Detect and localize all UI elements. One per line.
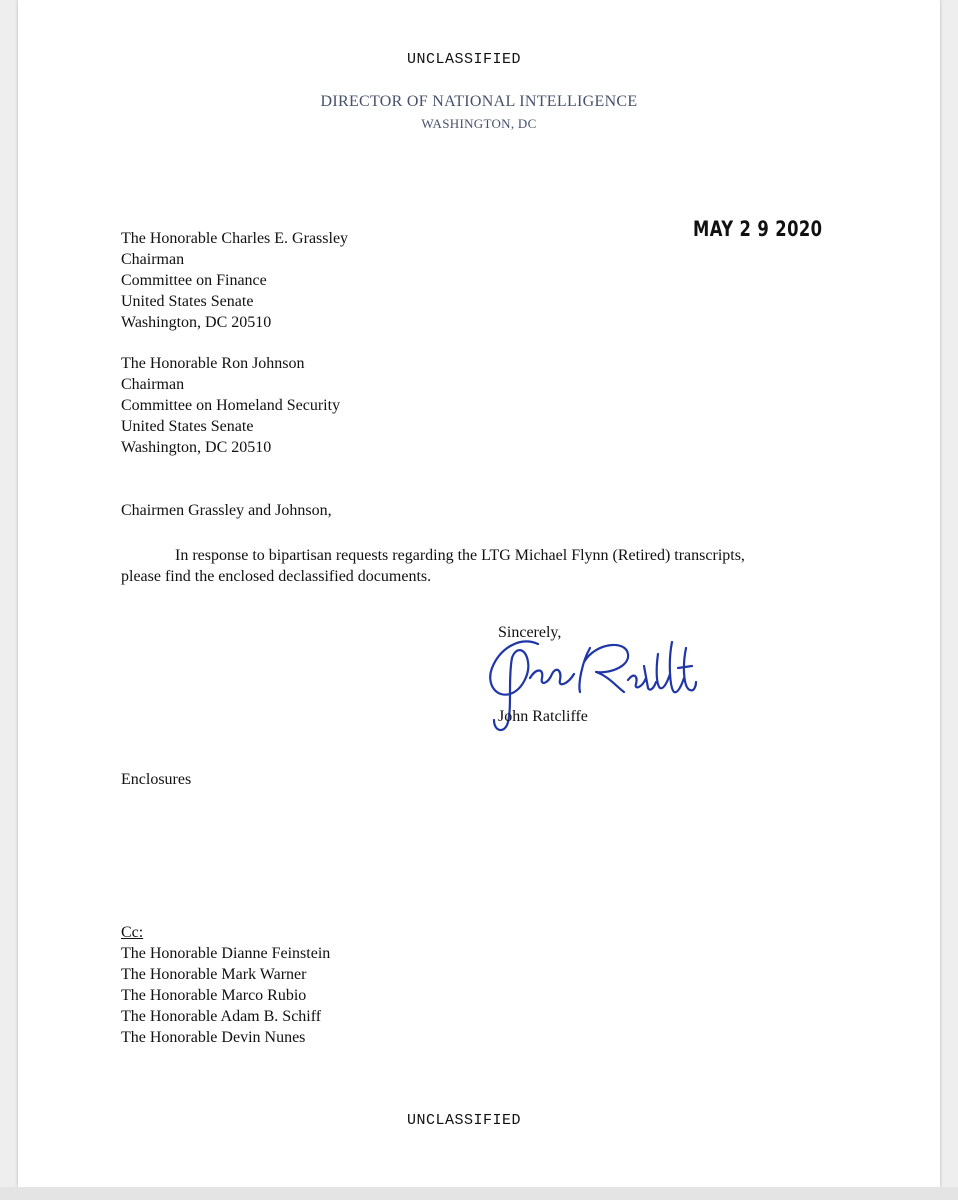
address-line: The Honorable Charles E. Grassley [121, 230, 349, 247]
cc-name: The Honorable Adam B. Schiff [121, 1008, 322, 1025]
cc-label: Cc: [121, 924, 144, 941]
recipient-address-1 [121, 228, 348, 333]
classification-bottom: UNCLASSIFIED [407, 1112, 522, 1129]
address-line: United States Senate [121, 418, 254, 435]
enclosures-label: Enclosures [121, 771, 192, 788]
address-line: Committee on Finance [121, 272, 267, 289]
page-edge-strip [0, 1187, 958, 1200]
address-line: Washington, DC 20510 [121, 439, 272, 456]
classification-top: UNCLASSIFIED [407, 51, 522, 68]
letter-page [18, 0, 940, 1187]
body-line-1: In response to bipartisan requests regarding the LTG Michael Flynn (Retired) transcripts, [175, 547, 745, 564]
address-line: Washington, DC 20510 [121, 314, 272, 331]
agency-location: WASHINGTON, DC [421, 116, 537, 131]
signer-name: John Ratcliffe [498, 708, 588, 725]
valediction: Sincerely, [498, 624, 562, 641]
cc-name: The Honorable Mark Warner [121, 966, 307, 983]
letter-body [121, 545, 745, 587]
recipient-address-2 [121, 353, 340, 458]
address-line: United States Senate [121, 293, 254, 310]
salutation: Chairmen Grassley and Johnson, [121, 502, 332, 519]
cc-name: The Honorable Marco Rubio [121, 987, 307, 1004]
cc-name: The Honorable Dianne Feinstein [121, 945, 331, 962]
address-line: The Honorable Ron Johnson [121, 355, 305, 372]
cc-name: The Honorable Devin Nunes [121, 1029, 306, 1046]
address-line: Chairman [121, 376, 185, 393]
body-line-2: please find the enclosed declassified documents. [121, 568, 432, 585]
agency-title: DIRECTOR OF NATIONAL INTELLIGENCE [320, 93, 638, 110]
address-line: Chairman [121, 251, 185, 268]
address-line: Committee on Homeland Security [121, 397, 341, 414]
date-stamp: MAY 2 9 2020 [693, 217, 823, 241]
cc-list [121, 922, 330, 1048]
